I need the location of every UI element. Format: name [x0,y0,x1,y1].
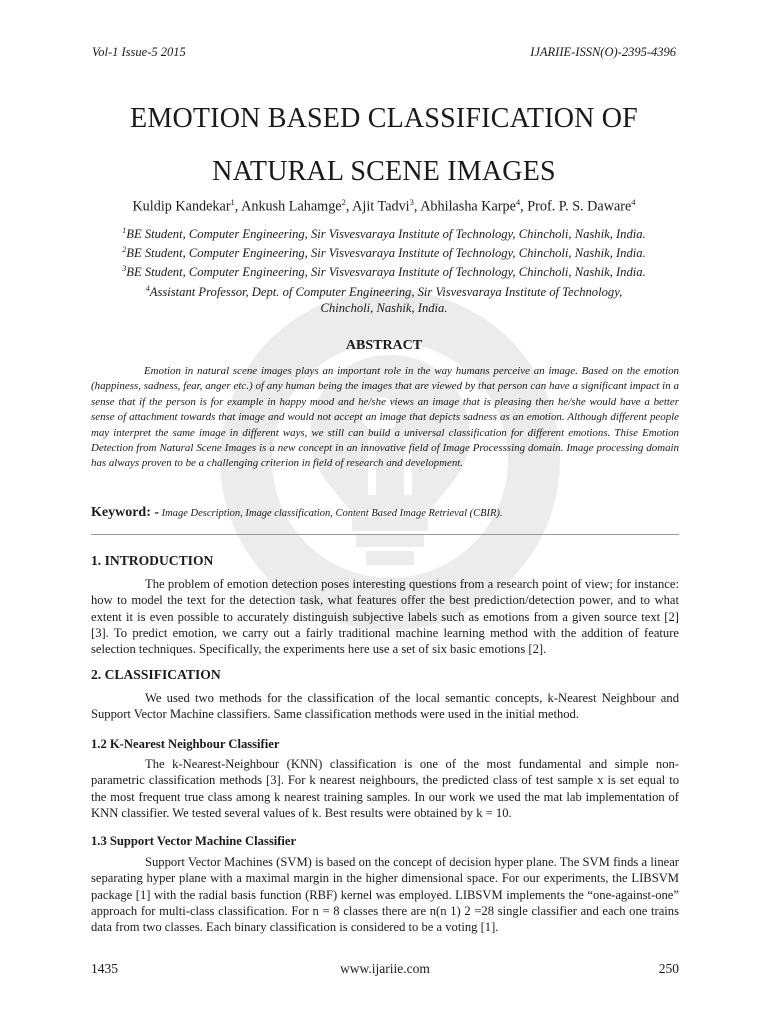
author-sep: , [234,198,242,215]
affiliation-line [100,281,668,300]
affiliation-text: BE Student, Computer Engineering, Sir Visvesvaraya Institute of Technology, Chincholi, Nashik, India. [126,227,646,242]
affiliation-sup: 4 [145,283,150,293]
author-sep: , [520,198,528,215]
affiliation-sup: 3 [122,264,127,274]
affiliation-line [100,223,668,242]
affiliation-line [100,242,668,261]
knn-heading: 1.2 K-Nearest Neighbour Classifier [91,737,280,751]
author: Kuldip Kandekar [132,198,231,215]
author-sup: 3 [409,197,414,207]
intro-heading: 1. INTRODUCTION [91,553,214,568]
affiliation-sup: 2 [122,245,127,255]
author: Prof. P. S. Daware [527,198,632,215]
affiliation-text: Chincholi, Nashik, India. [320,300,448,315]
footer-website: www.ijariie.com [340,961,430,976]
author: Ajit Tadvi [352,198,410,215]
intro-text: The problem of emotion detection poses interesting questions from a research point of view; for instance: how to model the text for the detection task, what features offer the best prediction/detection power, and to what extent it is even possible to accurately distinguish subjective labels such as emotions from a given source text [2] [3]. To predict emotion, we carry out a fairly traditional machine learning method with the addition of feature selection techniques. Specifically, the experiments here use a set of six basic emotions [2]. [91,577,679,657]
classification-text: We used two methods for the classification of the local semantic concepts, k-Nearest Neighbour and Support Vector Machine classifiers. Same classification methods were used in the initial method. [91,691,679,722]
author: Abhilasha Karpe [420,198,516,215]
affiliation-line [100,300,668,316]
classification-heading: 2. CLASSIFICATION [91,667,221,682]
page-number: 250 [658,961,679,976]
author-sup: 1 [230,197,235,207]
affiliations [100,223,668,316]
footer-left-number: 1435 [91,961,118,976]
paper-title [0,92,768,198]
knn-text: The k-Nearest-Neighbour (KNN) classification is one of the most fundamental and simple non-parametric classification methods [3]. For k nearest neighbours, the predicted class of test sample x is set equal to the most frequent true class among k nearest training samples. In our work we used the mat lab implementation of KNN classifier. We tested several values of k. Best results were obtained by k = 10. [91,757,679,820]
author-list [0,197,768,216]
author-sup: 4 [631,197,636,207]
volume-issue: Vol-1 Issue-5 2015 [92,45,186,59]
affiliation-text: BE Student, Computer Engineering, Sir Visvesvaraya Institute of Technology, Chincholi, Nashik, India. [126,265,646,280]
abstract-text: Emotion in natural scene images plays an important role in the way humans perceive an image. Based on the emotion (happiness, sadness, fear, anger etc.) of any human being the images that are viewed by that person can have a significant impact in a sense that if the person is for example in happy mood and he/she views an image that is pleasing then he/she would have a better sense of attachment towards that image and would not accept an image that depicts sadness as an emotion. Although different people may interpret the same image in different ways, we still can build a universal classification for different emotions. Thise Emotion Detection from Natural Scene Images is a new concept in an innovative field of Image Processsing domain. Image processing domain has always proven to be a challenging criterion in field of research and development. [91,365,679,470]
keywords-text: Image Description, Image classification, Content Based Image Retrieval (CBIR). [161,508,503,519]
issn: IJARIIE-ISSN(O)-2395-4396 [530,45,676,59]
affiliation-text: BE Student, Computer Engineering, Sir Visvesvaraya Institute of Technology, Chincholi, Nashik, India. [126,246,646,261]
affiliation-text: Assistant Professor, Dept. of Computer Engineering, Sir Visvesvaraya Institute of Technology, [149,284,623,299]
author-sep: , [413,198,421,215]
title-line-2: NATURAL SCENE IMAGES [212,156,556,187]
keywords-label: Keyword: - [91,505,160,520]
svm-text: Support Vector Machines (SVM) is based on the concept of decision hyper plane. The SVM finds a linear separating hyper plane with a maximal margin in the higher dimensional space. For our experiments, the LIBSVM package [1] with the radial basis function (RBF) kernel was employed. LIBSVM implements the “one-against-one” approach for multi-class classification. For n = 8 classes there are n(n 1) 2 =28 single classifier and each one trains data from two classes. Each binary classification is considered to be a voting [1]. [91,855,679,935]
svm-heading: 1.3 Support Vector Machine Classifier [91,834,297,848]
author: Ankush Lahamge [241,198,342,215]
affiliation-line [100,261,668,280]
affiliation-sup: 1 [122,226,127,235]
divider [91,534,679,535]
author-sup: 4 [515,197,521,207]
author-sep: , [345,198,353,215]
abstract-heading: ABSTRACT [345,338,423,353]
title-line-1: EMOTION BASED CLASSIFICATION OF [130,103,638,134]
keywords [91,505,681,521]
author-sup: 2 [341,197,346,207]
